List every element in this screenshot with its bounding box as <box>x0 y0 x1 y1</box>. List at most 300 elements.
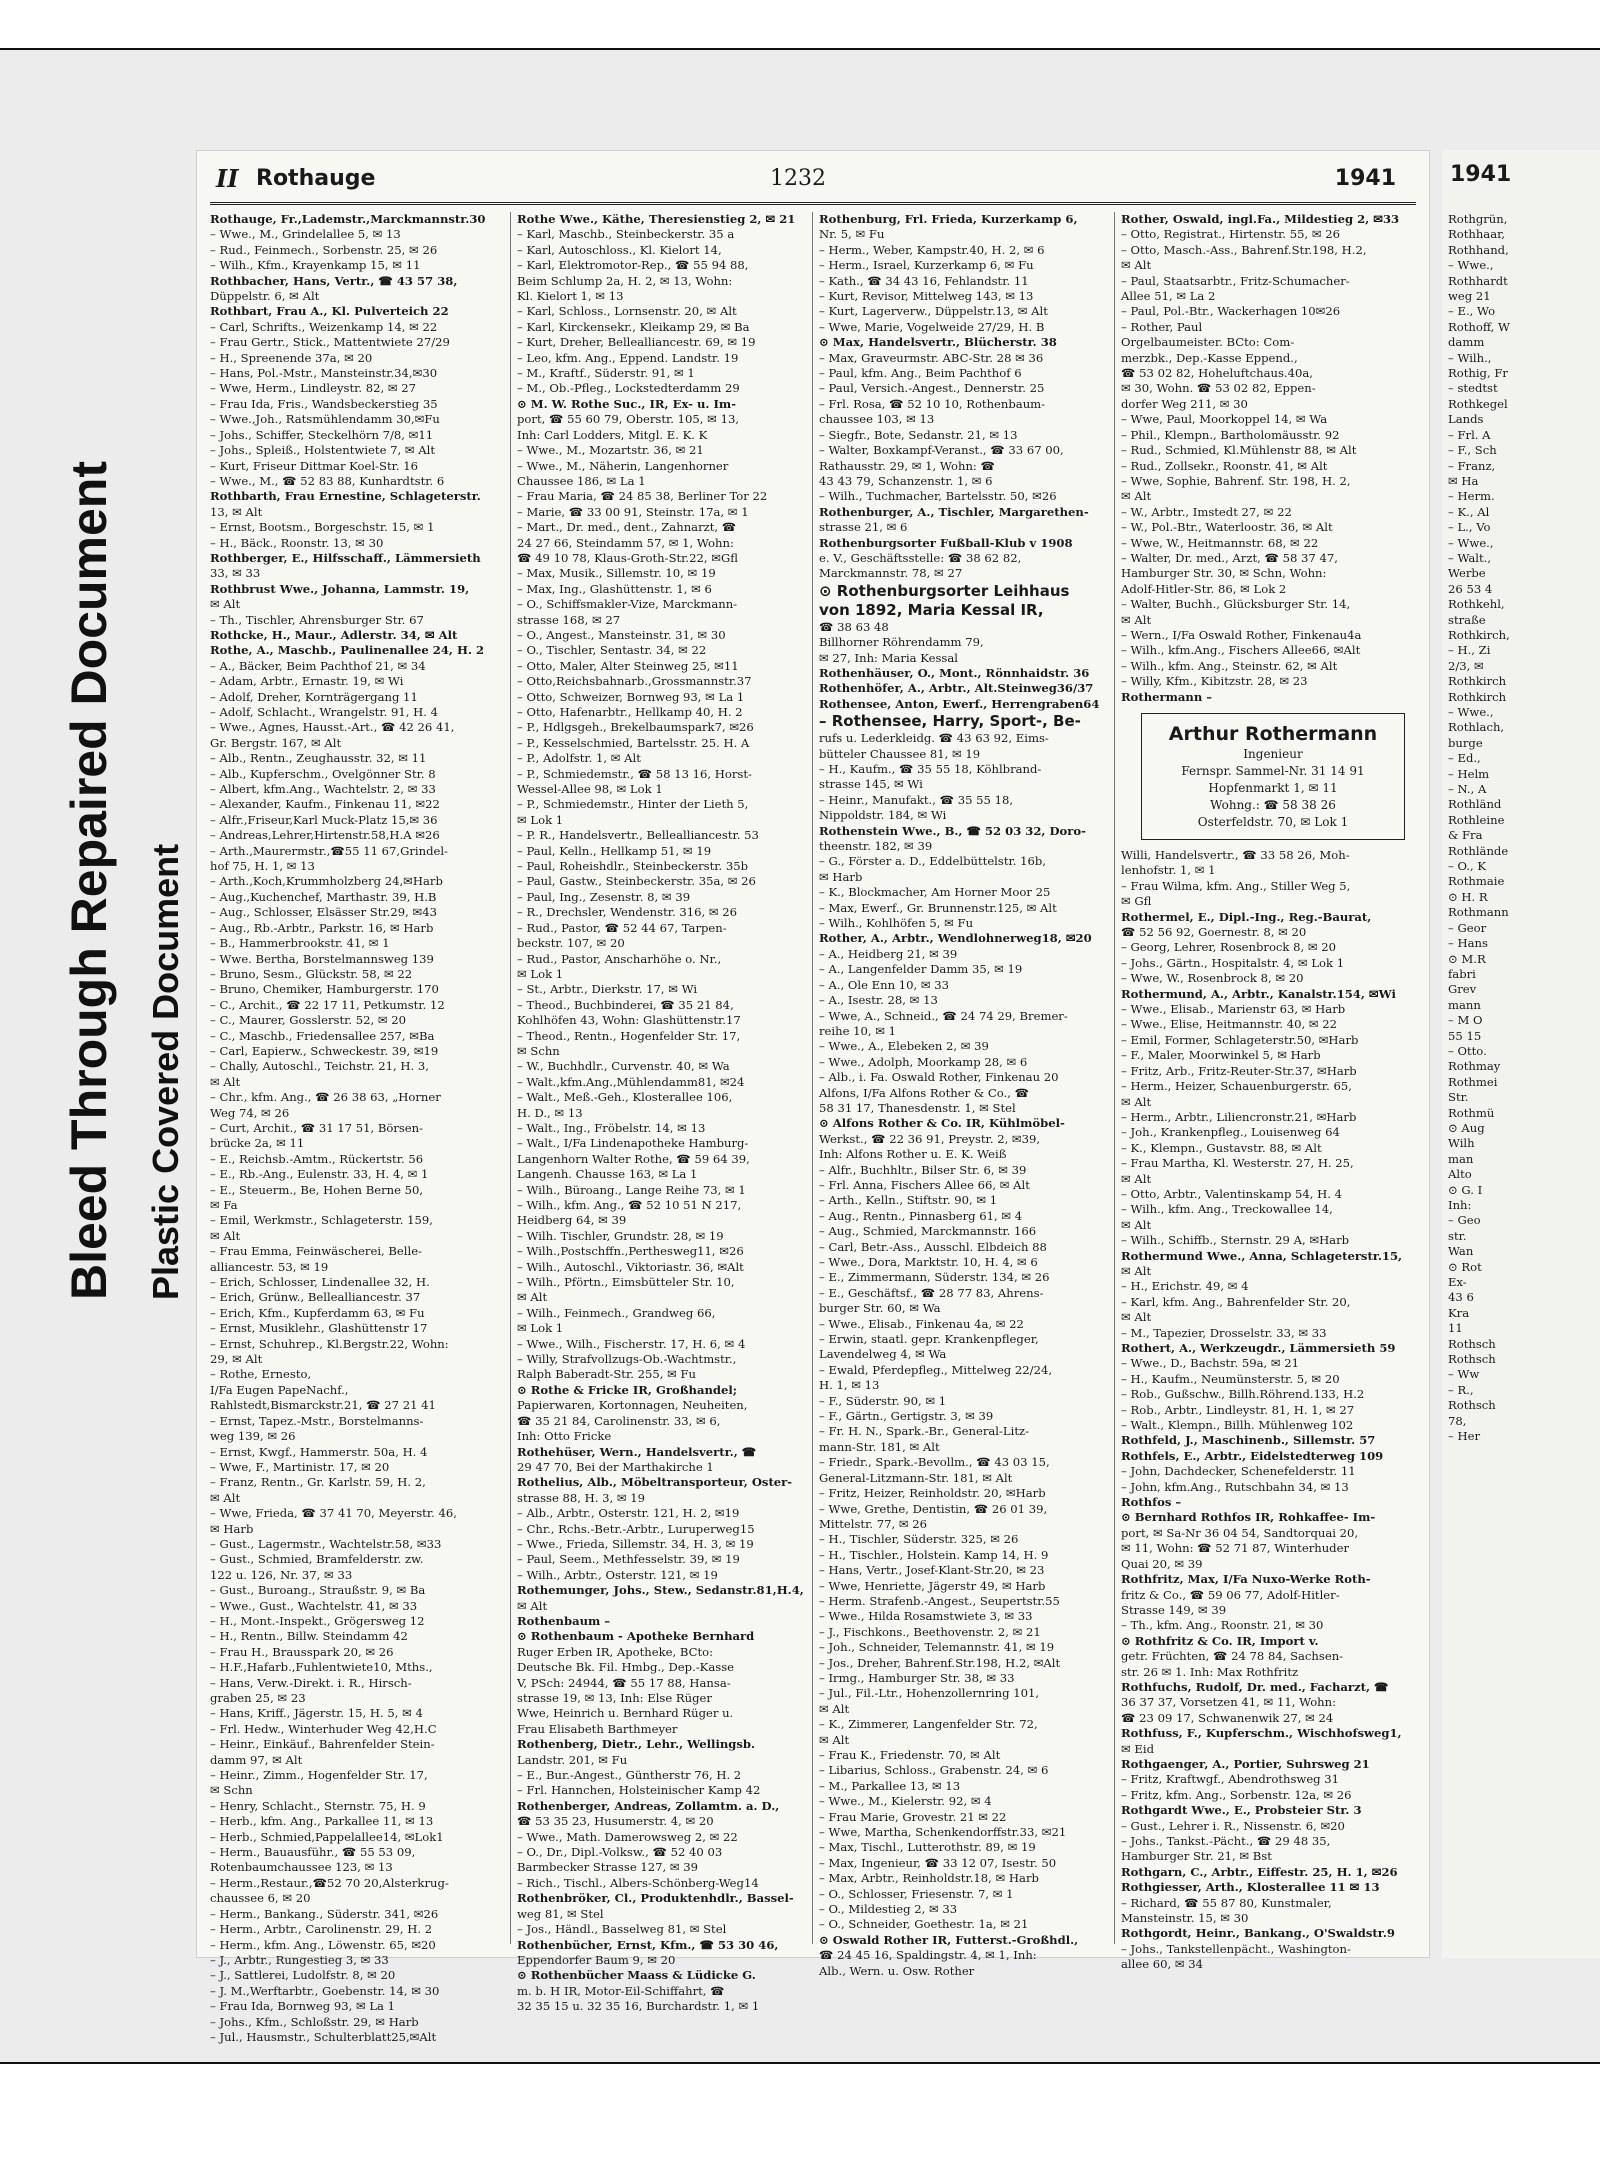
next-page-entry: ⊙ H. R <box>1448 889 1488 904</box>
directory-entry: – Erwin, staatl. gepr. Krankenpfleger, <box>819 1332 1039 1347</box>
next-page-entry: Inh: <box>1448 1198 1472 1212</box>
directory-entry: – Kurt, Friseur Dittmar Koel-Str. 16 <box>210 458 418 473</box>
next-page-entry: 26 53 4 <box>1448 581 1493 596</box>
directory-entry: – Bruno, Chemiker, Hamburgerstr. 170 <box>210 982 439 997</box>
directory-entry: – Rother, Paul <box>1121 319 1203 334</box>
directory-entry: – Wwe, Marie, Vogelweide 27/29, H. B <box>819 319 1045 334</box>
directory-entry: weg 81, ✉ Stel <box>517 1906 604 1921</box>
directory-entry: Werkst., ☎ 22 36 91, Preystr. 2, ✉39, <box>819 1131 1041 1146</box>
directory-entry: ✉ Alt <box>210 597 241 612</box>
directory-entry: – Fritz, Kraftwgf., Abendrothsweg 31 <box>1121 1772 1340 1787</box>
next-page-entry: Werbe <box>1448 566 1486 581</box>
directory-entry: Rothberger, E., Hilfsschaff., Lämmersieth <box>210 550 481 565</box>
label-repaired: Repaired Document <box>61 461 117 934</box>
directory-entry: – Frau Martha, Kl. Westerstr. 27, H. 25, <box>1121 1156 1354 1171</box>
directory-entry: strasse 19, ✉ 13, Inh: Else Rüger <box>517 1691 712 1705</box>
directory-entry: ✉ Alt <box>1121 489 1152 504</box>
next-page-entry: Rothleine <box>1448 812 1505 827</box>
directory-entry: – W., Buchhdlr., Curvenstr. 40, ✉ Wa <box>517 1059 730 1074</box>
directory-entry: Orgelbaumeister. BCto: Com- <box>1121 335 1295 350</box>
directory-entry: 29, ✉ Alt <box>210 1352 263 1367</box>
directory-entry: – Wwe. Bertha, Borstelmannsweg 139 <box>210 951 434 966</box>
directory-entry: – Georg, Lehrer, Rosenbrock 8, ✉ 20 <box>1121 940 1337 955</box>
directory-entry: – Wilh., Feinmech., Grandweg 66, <box>517 1305 716 1320</box>
directory-entry: – Karl, Schloss., Lornsenstr. 20, ✉ Alt <box>517 304 737 319</box>
directory-entry: – Wwe., M., ☎ 52 83 88, Kunhardtstr. 6 <box>210 473 445 488</box>
directory-entry: ✉ Alt <box>1121 1263 1152 1278</box>
directory-entry: Rotenbaumchaussee 123, ✉ 13 <box>210 1860 393 1875</box>
directory-entry: – F., Maler, Moorwinkel 5, ✉ Harb <box>1121 1048 1321 1063</box>
directory-entry: – Walt., Ing., Fröbelstr. 14, ✉ 13 <box>517 1120 706 1135</box>
directory-entry: Rothenberg, Dietr., Lehr., Wellingsb. <box>517 1737 756 1752</box>
directory-entry: brücke 2a, ✉ 11 <box>210 1136 305 1151</box>
directory-entry: – Max, Arbtr., Reinholdstr.18, ✉ Harb <box>819 1871 1039 1886</box>
directory-entry: – G., Förster a. D., Eddelbüttelstr. 16b, <box>819 854 1046 869</box>
directory-entry: – Henry, Schlacht., Sternstr. 75, H. 9 <box>210 1798 426 1813</box>
next-page-entry: Rothländ <box>1448 797 1502 812</box>
directory-entry: Ruger Erben IR, Apotheke, BCto: <box>517 1644 713 1659</box>
next-page-entry: Rothsch <box>1448 1336 1496 1351</box>
next-page-entry: Rothmaie <box>1448 874 1505 889</box>
directory-entry: – Erich, Grünw., Bellealliancestr. 37 <box>210 1290 421 1305</box>
next-page-entry: Rothgrün, <box>1448 212 1508 226</box>
directory-entry: e. V., Geschäftsstelle: ☎ 38 62 82, <box>819 550 1022 565</box>
directory-entry: ☎ 53 02 82, Hoheluftchaus.40a, <box>1121 366 1313 381</box>
directory-entry: – P., Hdlgsgeh., Brekelbaumspark7, ✉26 <box>517 720 754 735</box>
directory-entry: – Herm. Strafenb.-Angest., Seupertstr.55 <box>819 1593 1060 1608</box>
directory-entry: – Kurt, Lagerverw., Düppelstr.13, ✉ Alt <box>819 304 1048 319</box>
directory-entry: – A., Bäcker, Beim Pachthof 21, ✉ 34 <box>210 658 426 673</box>
directory-entry: – John, Dachdecker, Schenefelderstr. 11 <box>1121 1464 1356 1479</box>
directory-entry: ✉ Harb <box>819 869 863 884</box>
directory-entry: – H., Tischler., Holstein. Kamp 14, H. 9 <box>819 1547 1049 1562</box>
directory-entry: – Wwe, W., Rosenbrock 8, ✉ 20 <box>1121 971 1304 986</box>
next-page-entry: – E., Wo <box>1448 304 1496 319</box>
directory-entry: – Paul, Pol.-Btr., Wackerhagen 10✉26 <box>1121 304 1341 319</box>
directory-entry: Rother, A., Arbtr., Wendlohnerweg18, ✉20 <box>819 931 1092 946</box>
directory-entry: Inh: Alfons Rother u. E. K. Weiß <box>819 1147 1007 1162</box>
directory-entry: Weg 74, ✉ 26 <box>210 1105 290 1120</box>
directory-entry: – Walt.,kfm.Ang.,Mühlendamm81, ✉24 <box>517 1074 745 1089</box>
directory-entry: – Willy, Strafvollzugs-Ob.-Wachtmstr., <box>517 1352 737 1367</box>
directory-entry: Rothfuchs, Rudolf, Dr. med., Facharzt, ☎ <box>1121 1679 1389 1694</box>
directory-entry: ✉ 30, Wohn. ☎ 53 02 82, Eppen- <box>1121 381 1316 396</box>
directory-entry: – Herm., Bankang., Süderstr. 341, ✉26 <box>210 1906 439 1921</box>
directory-entry: – Walter, Dr. med., Arzt, ☎ 58 37 47, <box>1121 550 1338 565</box>
directory-entry: – Paul, Gastw., Steinbeckerstr. 35a, ✉ 26 <box>517 874 756 889</box>
directory-entry: Rothenbaum – <box>517 1613 611 1628</box>
directory-entry: – Emil, Werkmstr., Schlageterstr. 159, <box>210 1213 433 1228</box>
directory-entry: – K., Zimmerer, Langenfelder Str. 72, <box>819 1717 1038 1732</box>
directory-entry: – Rud., Feinmech., Sorbenstr. 25, ✉ 26 <box>210 242 438 257</box>
next-page-entry: – Ed., <box>1448 751 1481 766</box>
directory-entry: 29 47 70, Bei der Marthakirche 1 <box>517 1459 714 1474</box>
next-page-entry: 43 6 <box>1448 1290 1474 1305</box>
directory-entry: ✉ Alt <box>210 1490 241 1505</box>
directory-entry: – C., Maurer, Gosslerstr. 52, ✉ 20 <box>210 1013 407 1028</box>
next-page-entry: 55 15 <box>1448 1028 1482 1043</box>
directory-entry: – Johs., Schiffer, Steckelhörn 7/8, ✉11 <box>210 427 434 442</box>
directory-entry: – P., Schmiedemstr., ☎ 58 13 16, Horst- <box>517 766 752 781</box>
directory-entry: Papierwaren, Kortonnagen, Neuheiten, <box>517 1398 748 1413</box>
directory-entry: I/Fa Eugen PapeNachf., <box>210 1382 349 1397</box>
next-page-entry: – Otto. <box>1448 1043 1487 1058</box>
directory-entry: – M., Kraftf., Süderstr. 91, ✉ 1 <box>517 366 695 381</box>
directory-entry: Hamburger Str. 30, ✉ Schn, Wohn: <box>1121 566 1327 581</box>
directory-entry: Rothemunger, Johs., Stew., Sedanstr.81,H.4, <box>517 1583 804 1598</box>
next-page-entry: 78, <box>1448 1413 1467 1428</box>
next-page-entry: – Wwe., <box>1448 705 1494 719</box>
next-page-entry: – stedtst <box>1448 381 1498 396</box>
directory-entry: – Chally, Autoschl., Teichstr. 21, H. 3, <box>210 1059 429 1074</box>
next-page-year: 1941 <box>1450 162 1512 187</box>
directory-entry: – H.F.,Hafarb.,Fuhlentwiete10, Mths., <box>210 1660 433 1675</box>
directory-entry: – Fritz, kfm. Ang., Sorbenstr. 12a, ✉ 26 <box>1121 1787 1352 1802</box>
directory-entry: – Irmg., Hamburger Str. 38, ✉ 33 <box>819 1670 1015 1685</box>
directory-entry: Rothermel, E., Dipl.-Ing., Reg.-Baurat, <box>1121 909 1372 924</box>
directory-entry: – Karl, kfm. Ang., Bahrenfelder Str. 20, <box>1121 1294 1351 1309</box>
directory-entry: – R., Drechsler, Wendenstr. 316, ✉ 26 <box>517 905 738 920</box>
next-page-entry: Rothkirch <box>1448 674 1507 689</box>
directory-entry: ☎ 23 09 17, Schwanenwik 27, ✉ 24 <box>1121 1710 1334 1725</box>
directory-entry: – Alb., Rentn., Zeughausstr. 32, ✉ 11 <box>210 751 427 766</box>
directory-entry: ✉ Schn <box>210 1783 253 1798</box>
directory-entry: – Jos., Dreher, Bahrenf.Str.198, H.2, ✉Alt <box>819 1655 1061 1670</box>
directory-entry: – Alb., i. Fa. Oswald Rother, Finkenau 20 <box>819 1070 1059 1085</box>
next-page-entry: Rothmay <box>1448 1059 1501 1074</box>
next-page-entry: – L., Vo <box>1448 520 1491 535</box>
next-page-entry: fabri <box>1448 966 1476 981</box>
directory-entry: – Wwe., M., Kielerstr. 92, ✉ 4 <box>819 1794 992 1809</box>
directory-entry: – H., Kaufm., Neumünsterstr. 5, ✉ 20 <box>1121 1371 1340 1386</box>
directory-entry: ☎ 24 45 16, Spaldingstr. 4, ✉ 1, Inh: <box>819 1948 1037 1963</box>
directory-entry: Wessel-Allee 98, ✉ Lok 1 <box>517 782 663 797</box>
directory-entry: ✉ Lok 1 <box>517 1321 564 1336</box>
directory-entry: – W., Pol.-Btr., Waterloostr. 36, ✉ Alt <box>1121 520 1333 535</box>
directory-entry: – O., Schlosser, Friesenstr. 7, ✉ 1 <box>819 1886 1014 1901</box>
directory-entry: ✉ Lok 1 <box>517 966 564 981</box>
directory-entry: – O., Dr., Dipl.-Volksw., ☎ 52 40 03 <box>517 1845 723 1860</box>
next-page-entry: Alto <box>1448 1167 1472 1182</box>
directory-entry: 58 31 17, Thanesdenstr. 1, ✉ Stel <box>819 1100 1016 1115</box>
directory-entry: – Carl, Eapierw., Schweckestr. 39, ✉19 <box>210 1043 439 1058</box>
directory-entry: Eppendorfer Baum 9, ✉ 20 <box>517 1952 676 1967</box>
directory-entry: – Ernst, Musiklehr., Glashüttenstr 17 <box>210 1321 428 1336</box>
directory-entry: Heidberg 64, ✉ 39 <box>517 1213 627 1228</box>
directory-entry: – H., Tischler, Süderstr. 325, ✉ 26 <box>819 1532 1019 1547</box>
directory-entry: – E., Zimmermann, Süderstr. 134, ✉ 26 <box>819 1270 1050 1285</box>
directory-entry: – K., Klempn., Gustavstr. 88, ✉ Alt <box>1121 1140 1322 1155</box>
directory-entry: – Walter, Buchh., Glücksburger Str. 14, <box>1121 597 1351 612</box>
directory-entry: – Wwe., D., Bachstr. 59a, ✉ 21 <box>1121 1356 1300 1371</box>
directory-entry: – Wwe.,Joh., Ratsmühlendamm 30,✉Fu <box>210 412 440 427</box>
directory-entry: Marckmannstr. 78, ✉ 27 <box>819 566 963 581</box>
directory-entry: – Frl. Anna, Fischers Allee 66, ✉ Alt <box>819 1177 1030 1192</box>
directory-entry: Ralph Baberadt-Str. 255, ✉ Fu <box>517 1367 697 1382</box>
directory-entry: rufs u. Lederkleidg. ☎ 43 63 92, Eims- <box>819 731 1049 746</box>
directory-entry: ✉ Alt <box>517 1598 548 1613</box>
directory-entry: – Otto,Reichsbahnarb.,Grossmannstr.37 <box>517 674 752 689</box>
next-page-entry: – K., Al <box>1448 504 1490 519</box>
directory-entry: Kohlhöfen 43, Wohn: Glashüttenstr.17 <box>517 1013 741 1028</box>
directory-entry: Rothert, A., Werkzeugdr., Lämmersieth 59 <box>1121 1341 1396 1355</box>
directory-entry: – Rob., Arbtr., Lindleystr. 81, H. 1, ✉ 27 <box>1121 1402 1355 1417</box>
directory-entry: – Rob., Gußschw., Billh.Röhrend.133, H.2 <box>1121 1387 1365 1402</box>
directory-entry: strasse 88, H. 3, ✉ 19 <box>517 1490 646 1505</box>
directory-entry: mann-Str. 181, ✉ Alt <box>819 1439 940 1454</box>
directory-entry: – Adam, Arbtr., Ernastr. 19, ✉ Wi <box>210 674 404 689</box>
directory-entry: merzbk., Dep.-Kasse Eppend., <box>1121 350 1298 365</box>
ad-phone: Fernspr. Sammel-Nr. 31 14 91 <box>1181 764 1365 778</box>
directory-entry: – Max, Ingenieur, ☎ 33 12 07, Isestr. 50 <box>819 1855 1057 1870</box>
directory-entry: Rothensee, Anton, Ewerf., Herrengraben64 <box>819 696 1100 711</box>
directory-entry: – Jul., Hausmstr., Schulterblatt25,✉Alt <box>210 2029 437 2044</box>
next-page-entry: Rothmann <box>1448 905 1509 920</box>
directory-entry: – Herm., Weber, Kampstr.40, H. 2, ✉ 6 <box>819 242 1045 257</box>
directory-entry: – Theod., Rentn., Hogenfelder Str. 17, <box>517 1028 741 1043</box>
directory-entry: chaussee 6, ✉ 20 <box>210 1891 311 1906</box>
directory-entry: – K., Blockmacher, Am Horner Moor 25 <box>819 885 1051 900</box>
directory-entry: bütteler Chaussee 81, ✉ 19 <box>819 746 981 761</box>
directory-entry: – Frau K., Friedenstr. 70, ✉ Alt <box>819 1748 1001 1762</box>
directory-entry: ✉ Harb <box>210 1521 254 1536</box>
directory-entry: port, ☎ 55 60 79, Oberstr. 105, ✉ 13, <box>517 412 740 427</box>
ad-address: Hopfenmarkt 1, ✉ 11 <box>1208 781 1338 795</box>
directory-entry: – Rud., Zollsekr., Roonstr. 41, ✉ Alt <box>1121 458 1328 473</box>
directory-entry: – Erich, Kfm., Kupferdamm 63, ✉ Fu <box>210 1305 425 1320</box>
directory-entry: Adolf-Hitler-Str. 86, ✉ Lok 2 <box>1121 581 1287 596</box>
directory-entry: – Jul., Fil.-Ltr., Hohenzollernring 101, <box>819 1686 1040 1701</box>
directory-entry: ⊙ Max, Handelsvertr., Blücherstr. 38 <box>819 335 1057 350</box>
directory-entry: – Friedr., Spark.-Bevollm., ☎ 43 03 15, <box>819 1455 1050 1470</box>
directory-entry: – O., Mildestieg 2, ✉ 33 <box>819 1902 958 1917</box>
next-page-entry: Rothoff, W <box>1448 319 1510 334</box>
directory-entry: – Herm., kfm. Ang., Löwenstr. 65, ✉20 <box>210 1937 436 1952</box>
directory-entry: – Rothe, Ernesto, <box>210 1367 312 1382</box>
directory-entry: – Hans, Pol.-Mstr., Mansteinstr.34,✉30 <box>210 366 438 381</box>
directory-entry: – Wilh., kfm. Ang., ☎ 52 10 51 N 217, <box>517 1198 742 1212</box>
directory-entry: – Paul, Ing., Zesenstr. 8, ✉ 39 <box>517 889 691 904</box>
directory-entry: ✉ Eid <box>1121 1741 1154 1756</box>
directory-entry: – F., Gärtn., Gertigstr. 3, ✉ 39 <box>819 1409 994 1424</box>
directory-entry: – Arth., Kelln., Stiftstr. 90, ✉ 1 <box>819 1193 998 1208</box>
next-page-entry: – Franz, <box>1448 458 1496 473</box>
directory-entry: – Th., Tischler, Ahrensburger Str. 67 <box>210 612 424 627</box>
directory-entry: Rahlstedt,Bismarckstr.21, ☎ 27 21 41 <box>210 1398 436 1413</box>
directory-entry: – Marie, ☎ 33 00 91, Steinstr. 17a, ✉ 1 <box>517 504 749 519</box>
directory-entry: – Karl, Autoschloss., Kl. Kielort 14, <box>517 242 722 257</box>
directory-entry: Rothgardt Wwe., E., Probsteier Str. 3 <box>1121 1803 1362 1818</box>
next-page-entry: burge <box>1448 735 1483 750</box>
next-page-strip <box>1442 150 1600 1958</box>
directory-entry: – Wwe., M., Grindelallee 5, ✉ 13 <box>210 227 401 242</box>
directory-entry: theenstr. 182, ✉ 39 <box>819 839 933 854</box>
directory-entry: strasse 145, ✉ Wi <box>819 777 923 792</box>
directory-entry: Deutsche Bk. Fil. Hmbg., Dep.-Kasse <box>517 1660 735 1675</box>
directory-entry: – Carl, Schrifts., Weizenkamp 14, ✉ 22 <box>210 319 438 334</box>
directory-entry: – Joh., Schneider, Telemannstr. 41, ✉ 19 <box>819 1640 1055 1655</box>
directory-entry: – O., Schiffsmakler-Vize, Marckmann- <box>517 597 738 612</box>
directory-entry: – Walter, Boxkampf-Veranst., ☎ 33 67 00, <box>819 443 1064 458</box>
next-page-entry: & Fra <box>1448 828 1483 843</box>
directory-entry: Rothauge, Fr.,Lademstr.,Marckmannstr.30 <box>210 212 486 226</box>
next-page-entry: Wilh <box>1448 1136 1475 1151</box>
directory-entry: – Aug., Schlosser, Elsässer Str.29, ✉43 <box>210 905 437 920</box>
directory-entry: Rothermund Wwe., Anna, Schlageterstr.15, <box>1121 1248 1403 1263</box>
directory-entry: – Aug., Rb.-Arbtr., Parkstr. 16, ✉ Harb <box>210 920 434 935</box>
directory-entry: – Richard, ☎ 55 87 80, Kunstmaler, <box>1121 1895 1332 1910</box>
directory-entry: Rothfos – <box>1121 1495 1182 1510</box>
directory-entry: 43 43 79, Schanzenstr. 1, ✉ 6 <box>819 473 993 488</box>
directory-entry: – Frau Gertr., Stick., Mattentwiete 27/29 <box>210 335 450 350</box>
directory-entry: – Paul, Seem., Methfesselstr. 39, ✉ 19 <box>517 1552 740 1567</box>
directory-entry: reihe 10, ✉ 1 <box>819 1023 897 1038</box>
directory-entry: – Johs., Kfm., Schloßstr. 29, ✉ Harb <box>210 2014 419 2029</box>
directory-entry: – H., Spreenende 37a, ✉ 20 <box>210 350 373 365</box>
directory-entry: – B., Hammerbrookstr. 41, ✉ 1 <box>210 936 390 951</box>
directory-entry: – Walt., Meß.-Geh., Klosterallee 106, <box>517 1090 733 1105</box>
directory-entry: – Chr., Rchs.-Betr.-Arbtr., Luruperweg15 <box>517 1521 755 1536</box>
directory-entry: m. b. H IR, Motor-Eil-Schiffahrt, ☎ <box>517 1983 725 1998</box>
directory-entry: – Karl, Maschb., Steinbeckerstr. 35 a <box>517 227 735 242</box>
directory-entry: – Hans, Vertr., Josef-Klant-Str.20, ✉ 23 <box>819 1563 1045 1578</box>
directory-entry: – H., Kaufm., ☎ 35 55 18, Köhlbrand- <box>819 762 1042 776</box>
directory-entry: ✉ Schn <box>517 1043 560 1058</box>
directory-entry: H. D., ✉ 13 <box>517 1105 583 1120</box>
next-page-entry: – N., A <box>1448 782 1487 797</box>
next-page-entry: Rothkirch <box>1448 689 1507 704</box>
directory-entry: – Otto, Arbtr., Valentinskamp 54, H. 4 <box>1121 1186 1343 1201</box>
directory-entry: – Th., kfm. Ang., Roonstr. 21, ✉ 30 <box>1121 1618 1324 1633</box>
directory-entry: – Wwe., Dora, Marktstr. 10, H. 4, ✉ 6 <box>819 1255 1038 1269</box>
next-page-entry: Str. <box>1448 1090 1469 1105</box>
directory-entry: ⊙ Rothfritz & Co. IR, Import v. <box>1121 1633 1319 1648</box>
directory-entry: – Frau Wilma, kfm. Ang., Stiller Weg 5, <box>1121 878 1351 893</box>
directory-entry: hof 75, H. 1, ✉ 13 <box>210 859 315 874</box>
directory-entry: – Herm., Israel, Kurzerkamp 6, ✉ Fu <box>819 258 1034 273</box>
directory-entry: – Walt., Klempn., Billh. Mühlenweg 102 <box>1121 1418 1354 1433</box>
next-page-entry: Rothlach, <box>1448 720 1505 735</box>
directory-entry: – Wwe, Grethe, Dentistin, ☎ 26 01 39, <box>819 1501 1048 1516</box>
next-page-entry: Grev <box>1448 982 1477 997</box>
directory-entry: Rothgaenger, A., Portier, Suhrsweg 21 <box>1121 1756 1370 1771</box>
directory-entry: – F., Süderstr. 90, ✉ 1 <box>819 1393 947 1408</box>
directory-entry: ✉ Lok 1 <box>517 812 564 827</box>
next-page-entry: Wan <box>1448 1244 1474 1259</box>
directory-entry: – Wwe., M., Näherin, Langenhorner <box>517 458 729 473</box>
directory-entry: – Alb., Kupferschm., Ovelgönner Str. 8 <box>210 766 436 781</box>
directory-entry: – Paul, Kelln., Hellkamp 51, ✉ 19 <box>517 843 712 858</box>
directory-entry: – Frau H., Brausspark 20, ✉ 26 <box>210 1644 394 1659</box>
directory-entry: ✉ Alt <box>819 1701 850 1716</box>
next-page-entry: – Frl. A <box>1448 427 1491 442</box>
directory-entry: ⊙ Rothenburgsorter Leihhaus <box>819 581 1070 600</box>
year: 1941 <box>1334 166 1396 191</box>
directory-entry: ☎ 49 10 78, Klaus-Groth-Str.22, ✉Gfl <box>517 550 738 565</box>
directory-entry: – Karl, Elektromotor-Rep., ☎ 55 94 88, <box>517 258 749 273</box>
directory-entry: – Mart., Dr. med., dent., Zahnarzt, ☎ <box>517 520 737 535</box>
directory-entry: – Johs., Spleiß., Holstentwiete 7, ✉ Alt <box>210 443 436 458</box>
directory-entry: – Wilh.,Postschffn.,Perthesweg11, ✉26 <box>517 1244 744 1259</box>
directory-entry: Alfons, I/Fa Alfons Rother & Co., ☎ <box>819 1085 1030 1100</box>
directory-entry: – Hans, Verw.-Direkt. i. R., Hirsch- <box>210 1675 412 1690</box>
directory-entry: lenhofstr. 1, ✉ 1 <box>1121 863 1216 878</box>
directory-entry: – Theod., Buchbinderei, ☎ 35 21 84, <box>517 997 734 1012</box>
column-1 <box>210 212 504 2044</box>
directory-entry: – J., Fischkons., Beethovenstr. 2, ✉ 21 <box>819 1624 1041 1639</box>
directory-entry: – Herm., Arbtr., Liliencronstr.21, ✉Harb <box>1121 1109 1357 1124</box>
directory-entry: – Alfr.,Friseur,Karl Muck-Platz 15,✉ 36 <box>210 812 438 827</box>
directory-entry: – Herm., Heizer, Schauenburgerstr. 65, <box>1121 1079 1352 1094</box>
directory-entry: chaussee 103, ✉ 13 <box>819 412 935 427</box>
directory-entry: Frau Elisabeth Barthmeyer <box>517 1721 678 1736</box>
ad-home-phone: Wohng.: ☎ 58 38 26 <box>1210 798 1336 812</box>
directory-entry: Rothgordt, Heinr., Bankang., O'Swaldstr.9 <box>1121 1926 1395 1941</box>
directory-entry: ⊙ Rothenbaum - Apotheke Bernhard <box>517 1629 755 1644</box>
directory-entry: – Albert, kfm.Ang., Wachtelstr. 2, ✉ 33 <box>210 782 436 797</box>
directory-entry: ⊙ Oswald Rother IR, Futterst.-Großhdl., <box>819 1932 1079 1947</box>
directory-entry: – Max, Ewerf., Gr. Brunnenstr.125, ✉ Alt <box>819 900 1057 915</box>
column-2 <box>510 212 811 2014</box>
directory-entry: – M., Parkallee 13, ✉ 13 <box>819 1778 961 1793</box>
directory-entry: – Ewald, Pferdepfleg., Mittelweg 22/24, <box>819 1362 1053 1377</box>
next-page-entry: – Helm <box>1448 766 1490 781</box>
directory-entry: – Aug., Rentn., Pinnasberg 61, ✉ 4 <box>819 1208 1023 1223</box>
directory-entry: – Rich., Tischl., Albers-Schönberg-Weg14 <box>517 1875 759 1890</box>
next-page-entry: Rothkehl, <box>1448 597 1505 612</box>
directory-entry: – Adolf, Dreher, Kornträgergang 11 <box>210 689 418 704</box>
directory-entry: – Wwe., Elisab., Finkenau 4a, ✉ 22 <box>819 1316 1024 1331</box>
directory-entry: – C., Maschb., Friedensallee 257, ✉Ba <box>210 1028 435 1043</box>
directory-entry: ⊙ Rothenbücher Maass & Lüdicke G. <box>517 1968 756 1983</box>
directory-entry: – Karl, Kirckensekr., Kleikamp 29, ✉ Ba <box>517 319 750 334</box>
next-page-entry: Rothlände <box>1448 843 1509 858</box>
directory-entry: ⊙ Bernhard Rothfos IR, Rohkaffee- Im- <box>1121 1510 1376 1525</box>
next-page-entry: – Geo <box>1448 1213 1481 1228</box>
directory-entry: – Otto, Registrat., Hirtenstr. 55, ✉ 26 <box>1121 227 1341 242</box>
next-page-entry: ⊙ Aug <box>1448 1120 1485 1135</box>
directory-entry: – Aug.,Kuchenchef, Marthastr. 39, H.B <box>210 889 437 904</box>
directory-entry: – Kurt, Revisor, Mittelweg 143, ✉ 13 <box>819 289 1034 304</box>
directory-entry: – Fritz, Heizer, Reinholdstr. 20, ✉Harb <box>819 1486 1046 1501</box>
directory-entry: – Johs., Tankstellenpächt., Washington- <box>1121 1941 1351 1956</box>
directory-entry: – Wwe., Agnes, Hausst.-Art., ☎ 42 26 41, <box>210 720 455 735</box>
directory-entry: ☎ 38 63 48 <box>819 619 889 634</box>
directory-entry: Nr. 5, ✉ Fu <box>819 227 885 242</box>
directory-entry: – Erich, Schlosser, Lindenallee 32, H. <box>210 1275 430 1290</box>
directory-entry: Rother, Oswald, ingl.Fa., Mildestieg 2, ✉33 <box>1121 212 1400 226</box>
directory-entry: – E., Reichsb.-Amtm., Rückertstr. 56 <box>210 1151 424 1166</box>
directory-entry: allee 60, ✉ 34 <box>1121 1957 1204 1972</box>
directory-page <box>196 150 1430 2044</box>
directory-entry: Gr. Bergstr. 167, ✉ Alt <box>210 735 342 750</box>
directory-entry: – Hans, Kriff., Jägerstr. 15, H. 5, ✉ 4 <box>210 1706 423 1721</box>
page-header <box>210 160 1416 205</box>
directory-entry: damm 97, ✉ Alt <box>210 1752 303 1767</box>
next-page-entry: ⊙ Rot <box>1448 1259 1482 1274</box>
directory-entry: – Otto, Hafenarbtr., Hellkamp 40, H. 2 <box>517 705 743 719</box>
directory-entry: ✉ 11, Wohn: ☎ 52 71 87, Winterhuder <box>1121 1541 1349 1556</box>
next-page-entry: Rothmü <box>1448 1105 1495 1120</box>
directory-entry: – M., Tapezier, Drosselstr. 33, ✉ 33 <box>1121 1325 1327 1340</box>
directory-entry: – Joh., Krankenpfleg., Louisenweg 64 <box>1121 1125 1340 1140</box>
next-page-entry: weg 21 <box>1448 289 1491 304</box>
directory-entry: Rothfuss, F., Kupferschm., Wischhofsweg1, <box>1121 1726 1402 1741</box>
directory-entry: – Paul, Staatsarbtr., Fritz-Schumacher- <box>1121 273 1350 288</box>
directory-entry: – Wwe., Adolph, Moorkamp 28, ✉ 6 <box>819 1054 1028 1069</box>
directory-entry: Allee 51, ✉ La 2 <box>1121 289 1216 304</box>
directory-entry: – A., Langenfelder Damm 35, ✉ 19 <box>819 962 1023 977</box>
